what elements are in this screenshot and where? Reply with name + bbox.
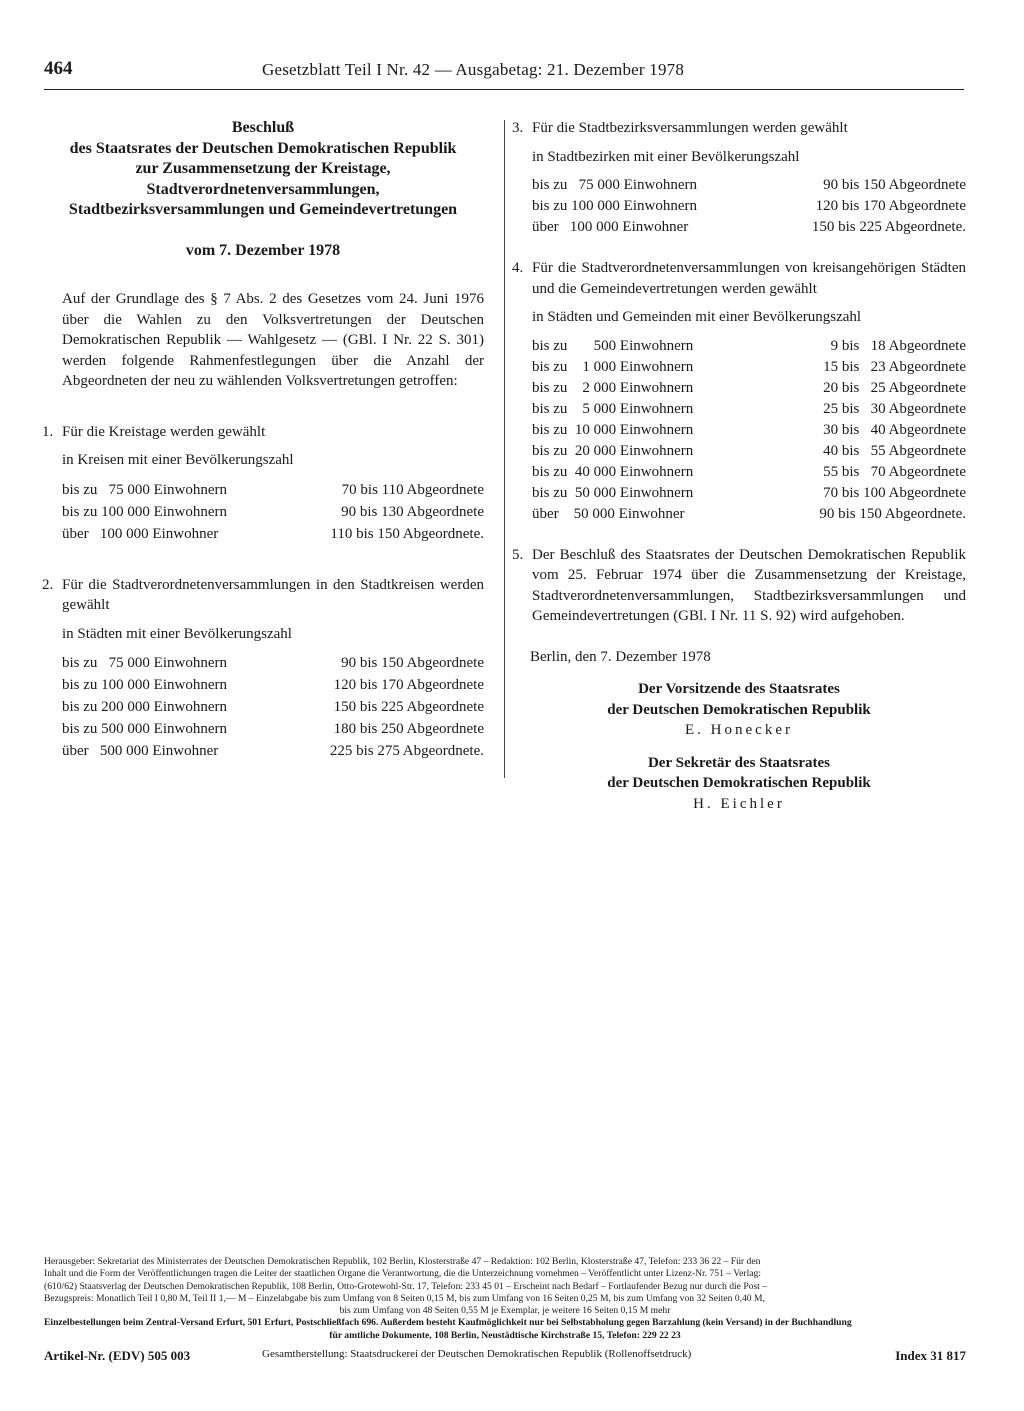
population-range: über 100 000 Einwohner xyxy=(62,525,219,542)
page-header-title: Gesetzblatt Teil I Nr. 42 — Ausgabetag: 21. Dezember 1978 xyxy=(262,60,685,79)
population-range: über 50 000 Einwohner xyxy=(532,505,685,522)
delegate-count: 20 bis 25 Abgeordnete xyxy=(823,379,966,396)
population-range: bis zu 20 000 Einwohnern xyxy=(532,442,694,459)
section-text: Für die Stadtverordnetenversammlungen von kreisangehörigen Städten und die Gemeindevertretungen werden gewählt xyxy=(532,260,966,297)
index-number: Index 31 817 xyxy=(895,1348,966,1363)
section-5 xyxy=(512,545,966,627)
imprint-line: Herausgeber: Sekretariat des Ministerrates der Deutschen Demokratischen Republik, 102 Berlin, Klosterstraße 47 – Redaktion: 102 Berlin, Klosterstraße 47, Telefon: 233 36 22 – Für den xyxy=(44,1256,761,1267)
section-number: 5. xyxy=(512,546,524,563)
imprint-line: für amtliche Dokumente, 108 Berlin, Neustädtische Kirchstraße 15, Telefon: 229 22 23 xyxy=(329,1329,681,1341)
population-range: bis zu 75 000 Einwohnern xyxy=(62,655,227,671)
delegate-count: 70 bis 110 Abgeordnete xyxy=(341,481,484,498)
decree-title-line: Stadtverordnetenversammlungen, xyxy=(146,180,380,198)
table-row xyxy=(62,523,484,545)
table-row xyxy=(62,652,484,674)
delegate-count: 55 bis 70 Abgeordnete xyxy=(823,463,966,480)
population-range: bis zu 500 Einwohnern xyxy=(532,337,694,354)
delegate-count: 90 bis 150 Abgeordnete xyxy=(823,177,966,193)
imprint-line: Einzelbestellungen beim Zentral-Versand Erfurt, 501 Erfurt, Postschließfach 696. Außerdem besteht Kaufmöglichkeit nur bei Selbstabholung gegen Barzahlung (kein Versand) in der Buchhandlung xyxy=(44,1317,852,1329)
signature-title-line: Der Sekretär des Staatsrates xyxy=(647,754,831,771)
table-row xyxy=(62,501,484,523)
delegate-count: 225 bis 275 Abgeordnete. xyxy=(329,743,484,759)
section-1 xyxy=(42,422,484,545)
table-row xyxy=(62,674,484,696)
delegate-count: 40 bis 55 Abgeordnete xyxy=(823,442,966,459)
population-range: bis zu 100 000 Einwohnern xyxy=(62,503,227,520)
delegate-count: 90 bis 150 Abgeordnete. xyxy=(819,505,966,522)
section-number: 3. xyxy=(512,120,524,136)
table-row xyxy=(532,504,966,525)
population-range: bis zu 2 000 Einwohnern xyxy=(532,379,694,396)
section-4 xyxy=(512,258,966,525)
decree-title-line: des Staatsrates der Deutschen Demokratischen Republik xyxy=(69,139,457,157)
preamble: Auf der Grundlage des § 7 Abs. 2 des Gesetzes vom 24. Juni 1976 über die Wahlen zu den Volksvertretungen der Deutschen Demokratischen Republik — Wahlgesetz — (GBl. I Nr. 22 S. 301) werden folgende Rahmenfestlegungen über die Anzahl der Abgeordneten der neu zu wählenden Volksvertretungen getroffen: xyxy=(62,291,484,389)
table-row xyxy=(62,740,484,762)
section-text: Für die Kreistage werden gewählt xyxy=(62,423,266,440)
signatory-name: H. Eichler xyxy=(693,795,785,812)
section-number: 2. xyxy=(42,576,54,593)
signature-title-line: der Deutschen Demokratischen Republik xyxy=(607,701,871,718)
population-range: bis zu 50 000 Einwohnern xyxy=(532,484,694,501)
population-range: über 100 000 Einwohner xyxy=(532,219,689,235)
population-range: bis zu 75 000 Einwohnern xyxy=(62,481,227,498)
signature-block xyxy=(512,753,966,815)
imprint-line: (610/62) Staatsverlag der Deutschen Demokratischen Republik, 108 Berlin, Otto-Grotewohl-Str. 17, Telefon: 233 45 01 – Erscheint nach Bedarf – Fortlaufender Bezug nur durch die Post – xyxy=(44,1280,768,1292)
delegate-count: 150 bis 225 Abgeordnete xyxy=(333,699,484,715)
page-number: 464 xyxy=(44,58,73,79)
column-divider xyxy=(504,120,505,778)
delegate-count: 180 bis 250 Abgeordnete xyxy=(333,721,484,737)
delegate-count: 30 bis 40 Abgeordnete xyxy=(823,421,966,438)
delegate-count: 9 bis 18 Abgeordnete xyxy=(830,337,966,354)
table-row xyxy=(532,336,966,357)
table-row xyxy=(62,479,484,501)
section-intro: in Stadtbezirken mit einer Bevölkerungszahl xyxy=(532,148,800,165)
delegate-count: 110 bis 150 Abgeordnete. xyxy=(330,525,484,542)
population-range: bis zu 200 000 Einwohnern xyxy=(62,699,227,715)
delegate-count: 120 bis 170 Abgeordnete xyxy=(333,677,484,693)
decree-title-line: zur Zusammensetzung der Kreistage, xyxy=(135,160,391,177)
decree-title-line: Beschluß xyxy=(231,119,295,136)
allocation-table xyxy=(62,479,484,545)
table-row xyxy=(62,696,484,718)
section-text: Der Beschluß des Staatsrates der Deutschen Demokratischen Republik vom 25. Februar 1974 über die Zusammensetzung der Kreistage, Stadtverordnetenversammlungen, Stadtbezirksversammlungen und Gemeindevertretungen (GBl. I Nr. 11 S. 92) wird aufgehoben. xyxy=(532,546,966,624)
imprint-line: bis zum Umfang von 48 Seiten 0,55 M je Exemplar, je weitere 16 Seiten 0,15 M mehr xyxy=(339,1305,671,1317)
table-row xyxy=(532,420,966,441)
delegate-count: 90 bis 130 Abgeordnete xyxy=(341,503,484,520)
population-range: bis zu 40 000 Einwohnern xyxy=(532,463,694,480)
table-row xyxy=(532,357,966,378)
population-range: bis zu 5 000 Einwohnern xyxy=(532,400,694,417)
decree-title xyxy=(42,118,484,221)
imprint-footer xyxy=(44,1256,966,1342)
table-row xyxy=(532,196,966,217)
table-row xyxy=(532,217,966,238)
table-row xyxy=(62,718,484,740)
header-rule xyxy=(44,89,964,90)
section-text: Für die Stadtverordnetenversammlungen in den Stadtkreisen werden gewählt xyxy=(62,576,484,613)
table-row xyxy=(532,441,966,462)
allocation-table xyxy=(532,175,966,238)
footer-bottom-row xyxy=(44,1348,966,1364)
place-date: Berlin, den 7. Dezember 1978 xyxy=(530,648,711,665)
left-column xyxy=(42,118,484,762)
delegate-count: 25 bis 30 Abgeordnete xyxy=(823,400,966,417)
decree-title-line: Stadtbezirksversammlungen und Gemeindevertretungen xyxy=(68,201,458,218)
signature-block xyxy=(512,679,966,741)
delegate-count: 120 bis 170 Abgeordnete xyxy=(815,198,966,214)
section-number: 4. xyxy=(512,260,524,276)
population-range: bis zu 1 000 Einwohnern xyxy=(532,358,694,375)
section-intro: in Städten und Gemeinden mit einer Bevölkerungszahl xyxy=(532,309,862,325)
population-range: bis zu 10 000 Einwohnern xyxy=(532,421,694,438)
decree-date: vom 7. Dezember 1978 xyxy=(185,241,341,259)
right-column xyxy=(512,118,966,814)
table-row xyxy=(532,462,966,483)
signature-title-line: Der Vorsitzende des Staatsrates xyxy=(638,681,840,697)
article-number: Artikel-Nr. (EDV) 505 003 xyxy=(44,1348,191,1363)
population-range: über 500 000 Einwohner xyxy=(62,743,219,759)
signature-title-line: der Deutschen Demokratischen Republik xyxy=(607,775,871,791)
delegate-count: 150 bis 225 Abgeordnete. xyxy=(811,219,966,235)
section-3 xyxy=(512,118,966,238)
section-2 xyxy=(42,575,484,763)
section-intro: in Städten mit einer Bevölkerungszahl xyxy=(62,625,292,642)
population-range: bis zu 75 000 Einwohnern xyxy=(532,177,697,193)
delegate-count: 70 bis 100 Abgeordnete xyxy=(823,484,966,501)
imprint-line: Bezugspreis: Monatlich Teil I 0,80 M, Teil II 1,— M – Einzelabgabe bis zum Umfang von 8 Seiten 0,15 M, bis zum Umfang von 16 Seiten 0,25 M, bis zum Umfang von 32 Seiten 0,40 M, xyxy=(44,1292,765,1304)
printer-credit: Gesamtherstellung: Staatsdruckerei der Deutschen Demokratischen Republik (Rollenoffsetdruck) xyxy=(262,1348,692,1360)
table-row xyxy=(532,483,966,504)
signatory-name: E. Honecker xyxy=(685,722,793,738)
allocation-table xyxy=(62,652,484,762)
population-range: bis zu 100 000 Einwohnern xyxy=(62,677,227,693)
table-row xyxy=(532,175,966,196)
delegate-count: 15 bis 23 Abgeordnete xyxy=(823,358,966,375)
allocation-table xyxy=(532,336,966,525)
table-row xyxy=(532,399,966,420)
section-intro: in Kreisen mit einer Bevölkerungszahl xyxy=(62,452,294,468)
section-number: 1. xyxy=(42,423,54,440)
imprint-line: Inhalt und die Form der Veröffentlichungen tragen die Leiter der staatlichen Organe die Verantwortung, die die Unterzeichnung vornehmen – Veröffentlicht unter Lizenz-Nr. 751 – Verlag: xyxy=(44,1268,761,1280)
population-range: bis zu 500 000 Einwohnern xyxy=(62,721,227,737)
population-range: bis zu 100 000 Einwohnern xyxy=(532,198,697,214)
delegate-count: 90 bis 150 Abgeordnete xyxy=(341,655,484,671)
section-text: Für die Stadtbezirksversammlungen werden gewählt xyxy=(532,120,848,136)
table-row xyxy=(532,378,966,399)
